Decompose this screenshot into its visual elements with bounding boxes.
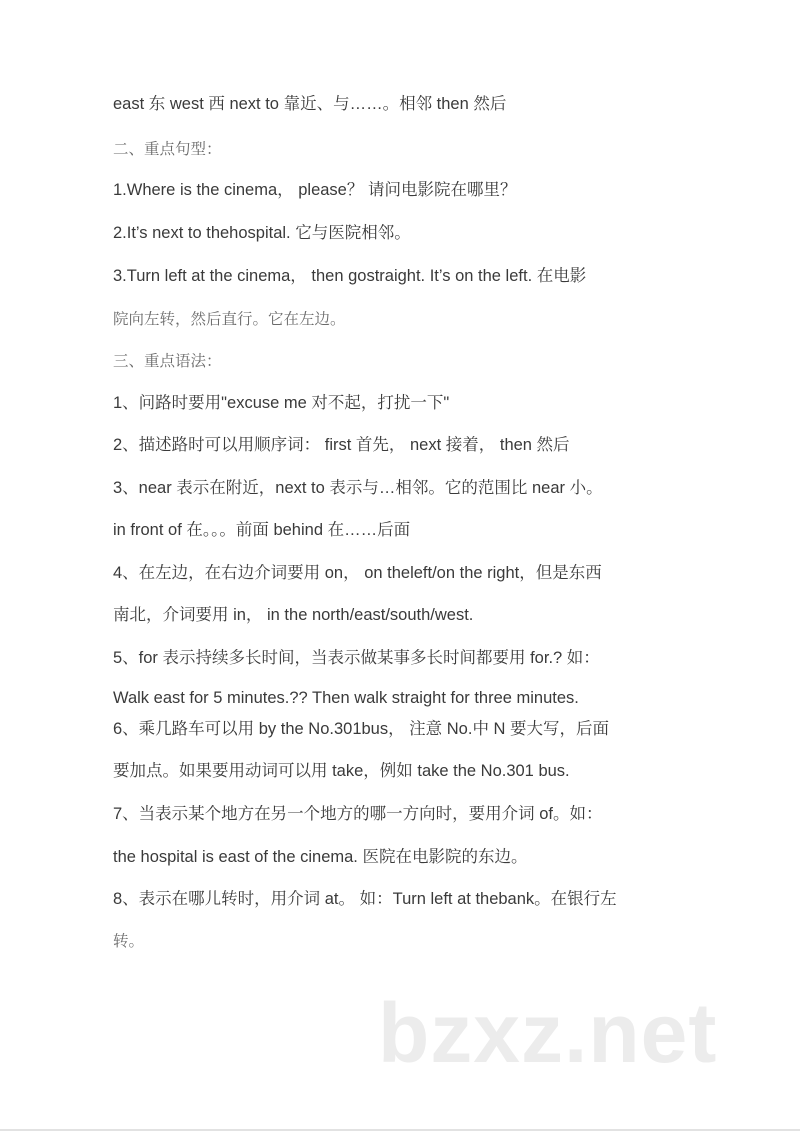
grammar-3-cont: in front of 在。。。前面 behind 在……后面 xyxy=(113,521,411,539)
grammar-2: 2、描述路时可以用顺序词： first 首先， next 接着， then 然后 xyxy=(113,436,570,454)
grammar-8-cont: 转。 xyxy=(113,932,145,950)
grammar-4-cont: 南北，介词要用 in， in the north/east/south/west. xyxy=(113,606,474,624)
sentence-2: 2.It’s next to thehospital. 它与医院相邻。 xyxy=(113,224,411,242)
sentence-3: 3.Turn left at the cinema， then gostraight. It’s on the left. 在电影 xyxy=(113,267,587,285)
grammar-5: 5、for 表示持续多长时间，当表示做某事多长时间都要用 for.? 如： xyxy=(113,649,600,667)
grammar-6-cont: 要加点。如果要用动词可以用 take，例如 take the No.301 bus. xyxy=(113,762,570,780)
vocab-line: east 东 west 西 next to 靠近、与……。相邻 then 然后 xyxy=(113,95,507,113)
grammar-6: 6、乘几路车可以用 by the No.301bus， 注意 No.中 N 要大写，后面 xyxy=(113,720,610,738)
grammar-3: 3、near 表示在附近，next to 表示与…相邻。它的范围比 near 小。 xyxy=(113,479,603,497)
grammar-4: 4、在左边，在右边介词要用 on， on theleft/on the right，但是东西 xyxy=(113,564,602,582)
watermark: bzxz.net xyxy=(378,986,718,1080)
sentence-1: 1.Where is the cinema， please？ 请问电影院在哪里？ xyxy=(113,181,517,199)
grammar-7: 7、当表示某个地方在另一个地方的哪一方向时，要用介词 of。如： xyxy=(113,805,603,823)
page-bottom-divider xyxy=(0,1129,800,1131)
section-heading-grammar: 三、重点语法： xyxy=(113,352,222,370)
section-heading-sentences: 二、重点句型： xyxy=(113,140,222,158)
grammar-8: 8、表示在哪儿转时，用介词 at。 如：Turn left at thebank。在银行左 xyxy=(113,890,617,908)
sentence-3-cont: 院向左转，然后直行。它在左边。 xyxy=(113,310,346,328)
grammar-7-example: the hospital is east of the cinema. 医院在电影院的东边。 xyxy=(113,848,528,866)
grammar-5-example: Walk east for 5 minutes.?? Then walk straight for three minutes. xyxy=(113,689,579,707)
grammar-1: 1、问路时要用"excuse me 对不起，打扰一下" xyxy=(113,394,450,412)
